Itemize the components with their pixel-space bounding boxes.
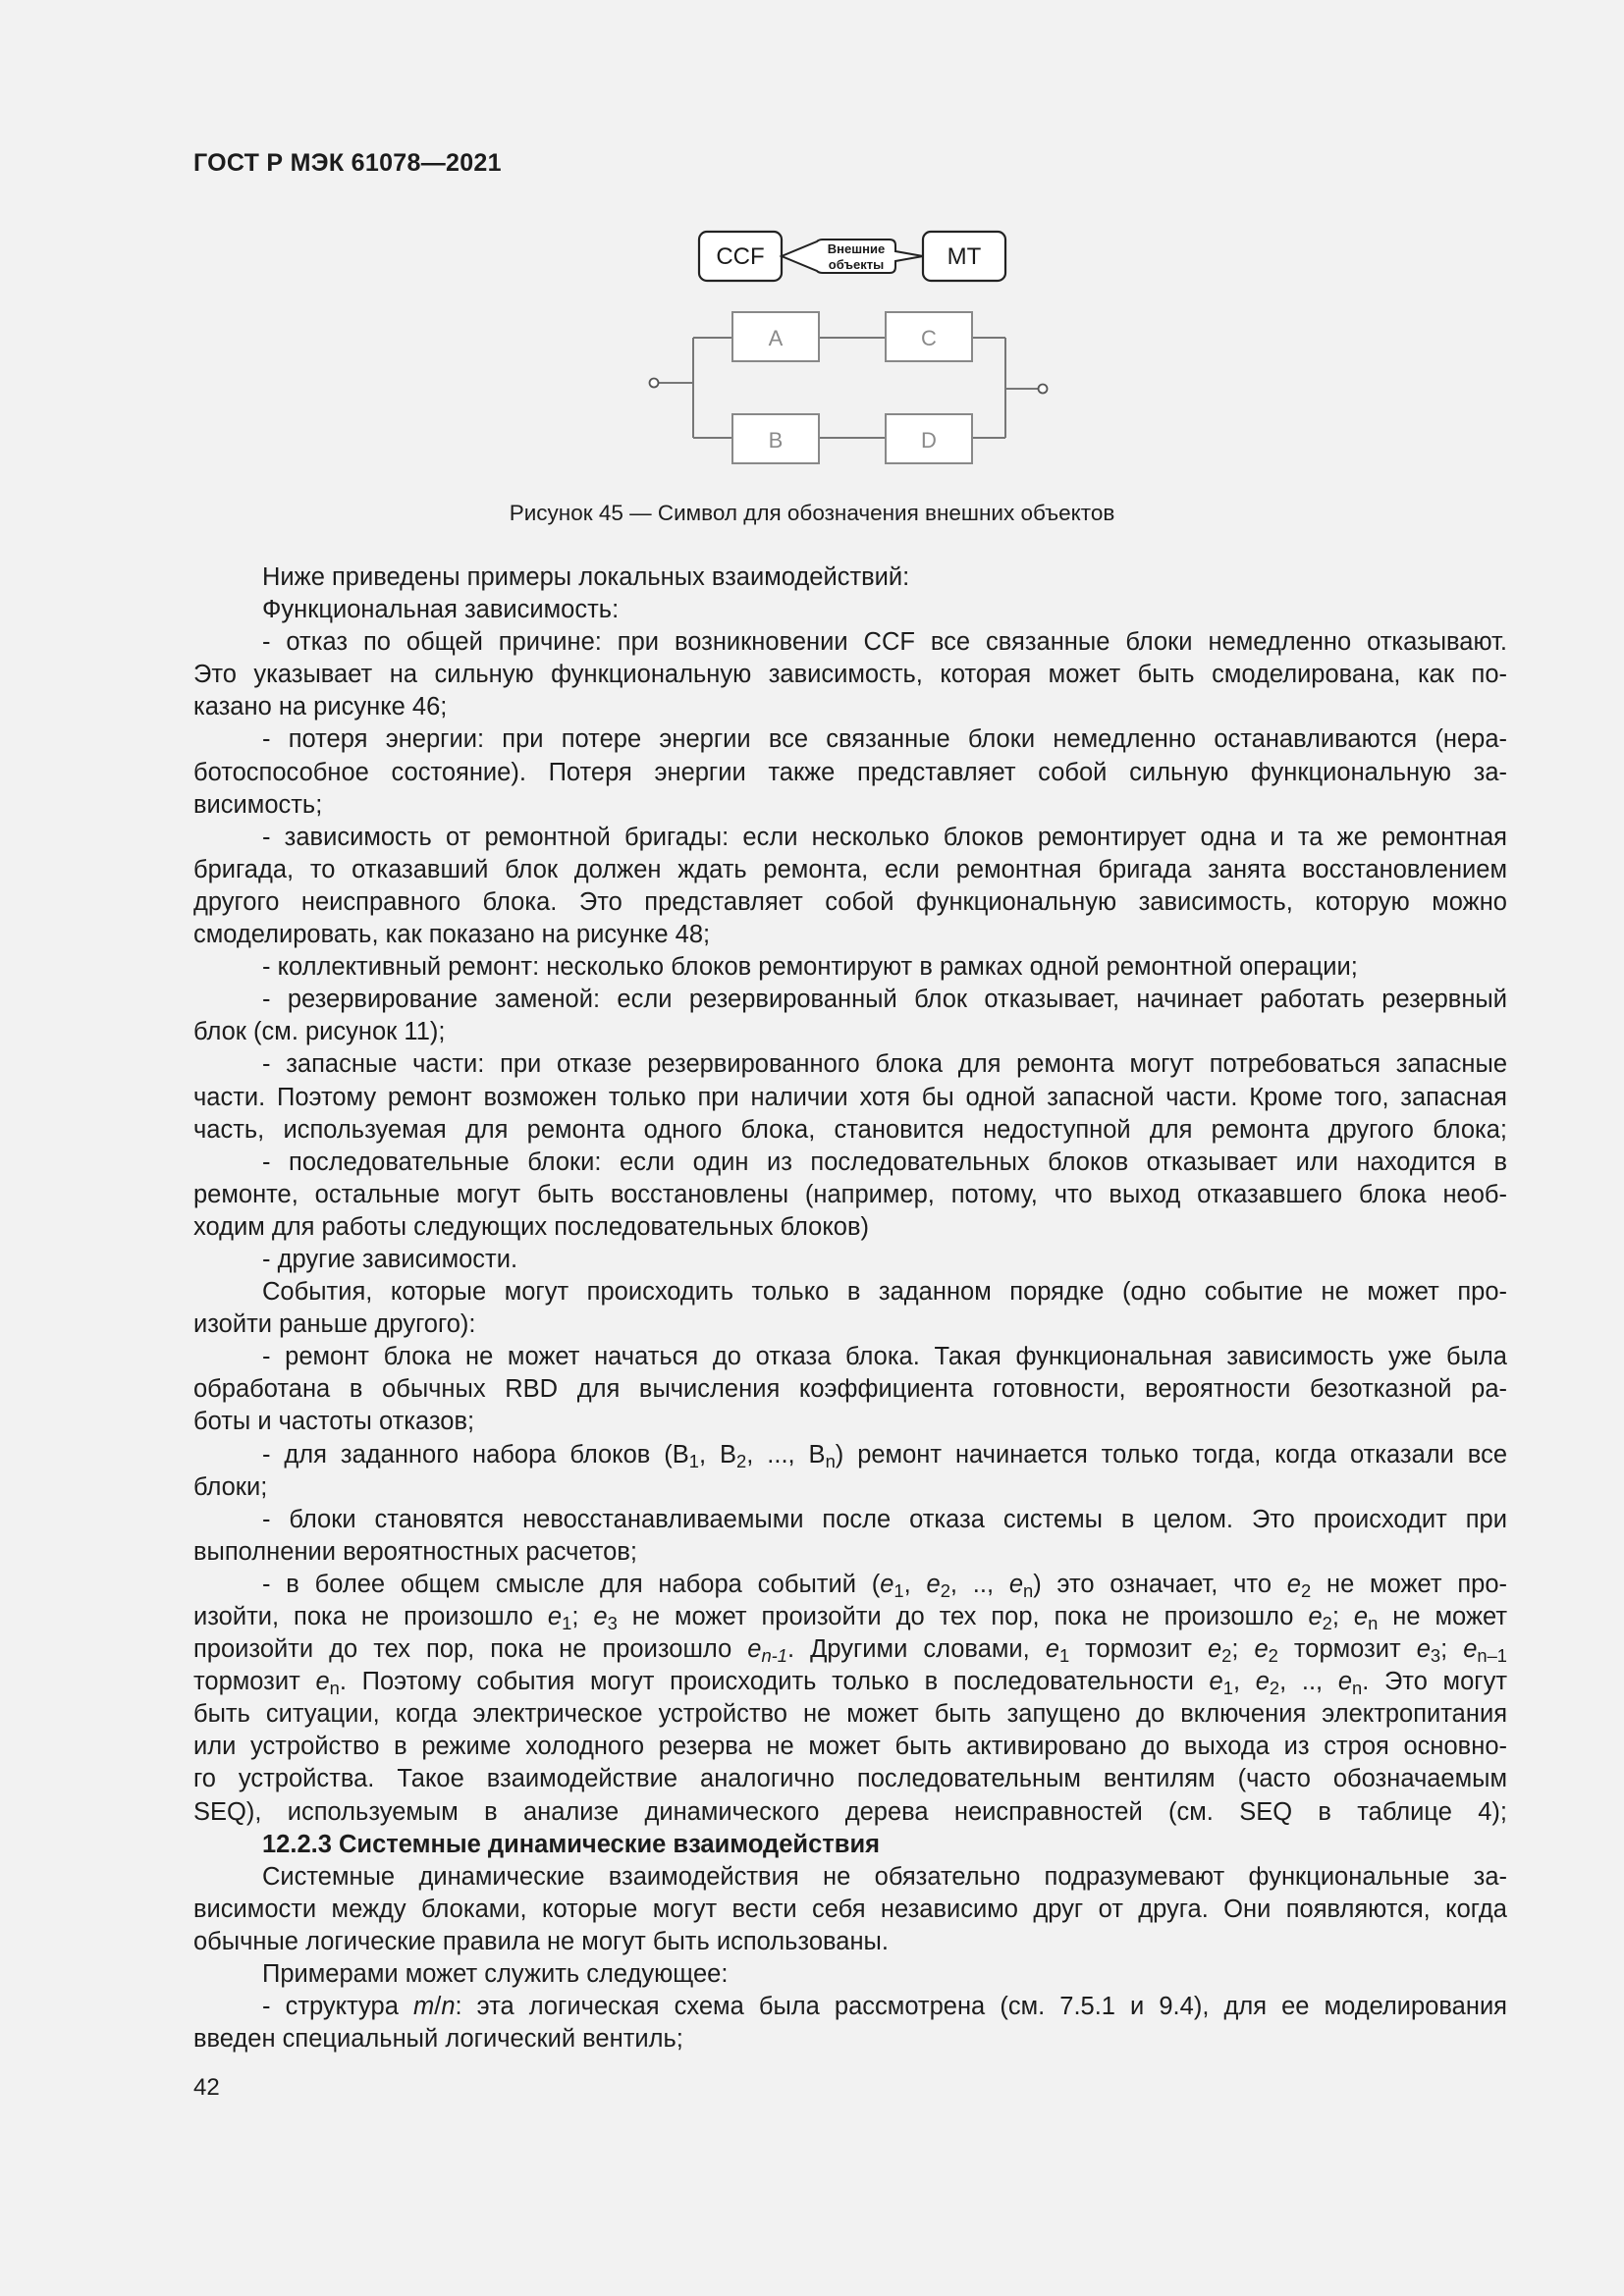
body-line: Это указывает на сильную функциональную зависимость, которая может быть смоделирована, как по- <box>193 661 1507 689</box>
body-line: выполнении вероятностных расчетов; <box>193 1537 637 1566</box>
external-objects-line1: Внешние <box>827 241 886 256</box>
body-line: SEQ), используемым в анализе динамического дерева неисправностей (см. SEQ в таблице 4); <box>193 1797 1507 1826</box>
body-line: блоки; <box>193 1472 268 1501</box>
body-line: Функциональная зависимость: <box>262 596 620 624</box>
block-d-label: D <box>921 428 937 453</box>
body-line: го устройства. Такое взаимодействие аналогично последовательным вентилям (часто обозначаемым <box>193 1765 1507 1793</box>
body-line: - коллективный ремонт: несколько блоков ремонтируют в рамках одной ремонтной операции; <box>262 953 1358 982</box>
body-line: обработана в обычных RBD для вычисления коэффициента готовности, вероятности безотказной ра- <box>193 1375 1507 1404</box>
rbd-connections <box>658 338 1039 438</box>
block-a-label: A <box>768 326 784 350</box>
body-line: части. Поэтому ремонт возможен только при наличии хотя бы одной запасной части. Кроме того, запасная <box>193 1083 1507 1111</box>
body-line: - блоки становятся невосстанавливаемыми после отказа системы в целом. Это происходит при <box>262 1505 1507 1533</box>
body-line: События, которые могут происходить только в заданном порядке (одно событие не может про- <box>262 1278 1507 1307</box>
body-line: бригада, то отказавший блок должен ждать ремонта, если ремонтная бригада занята восстановлением <box>193 855 1507 883</box>
body-line: - потеря энергии: при потере энергии все связанные блоки немедленно останавливаются (нера- <box>262 725 1507 754</box>
body-line: блок (см. рисунок 11); <box>193 1018 446 1046</box>
body-line: - другие зависимости. <box>262 1245 518 1273</box>
body-line: - запасные части: при отказе резервированного блока для ремонта могут потребоваться запасные <box>262 1050 1507 1079</box>
body-line: боты и частоты отказов; <box>193 1408 475 1436</box>
body-line: - ремонт блока не может начаться до отказа блока. Такая функциональная зависимость уже была <box>262 1343 1507 1371</box>
body-line: - для заданного набора блоков ($B_1$, $B_2$, ..., $B_n$) ремонт начинается только тогда, когда отказали все <box>262 1440 1507 1471</box>
figure-caption: Рисунок 45 — Символ для обозначения внешних объектов <box>509 501 1115 525</box>
body-line: Ниже приведены примеры локальных взаимодействий: <box>262 563 910 591</box>
body-line: - резервирование заменой: если резервированный блок отказывает, начинает работать резервный <box>262 986 1507 1014</box>
body-line: висимость; <box>193 790 323 819</box>
body-line: произойти до тех пор, пока не произошло $e_{n-1}$. Другими словами, $e_1$ тормозит $e_2$; $e_2$ тормозит $e_3$; $e_{n-1}$ <box>193 1635 1508 1667</box>
body-line: изойти раньше другого): <box>193 1310 476 1339</box>
body-line: - отказ по общей причине: при возникновении CCF все связанные блоки немедленно отказывают. <box>262 628 1507 657</box>
body-line: или устройство в режиме холодного резерва не может быть активировано до выхода из строя основно- <box>193 1733 1507 1761</box>
page-number: 42 <box>193 2074 220 2101</box>
body-line: смоделировать, как показано на рисунке 48; <box>193 921 711 949</box>
body-line: казано на рисунке 46; <box>193 693 448 721</box>
document-header: ГОСТ Р МЭК 61078—2021 <box>193 149 502 177</box>
body-line: обычные логические правила не могут быть использованы. <box>193 1927 889 1955</box>
block-c-label: C <box>921 326 937 350</box>
body-line: Системные динамические взаимодействия не обязательно подразумевают функциональные за- <box>262 1862 1507 1891</box>
mt-label: MT <box>947 243 982 270</box>
body-line: тормозит $e_n$. Поэтому события могут происходить только в последовательности $e_1$, $e_2$, .., $e_n$. Это могут <box>193 1668 1508 1699</box>
block-b-label: B <box>768 428 784 453</box>
body-line: - в более общем смысле для набора событий ($e_1$, $e_2$, .., $e_n$) это означает, что $e_2$ не может про- <box>262 1570 1507 1602</box>
body-line: ботоспособное состояние). Потеря энергии также представляет собой сильную функциональную за- <box>193 758 1507 786</box>
body-line: висимости между блоками, которые могут вести себя независимо друг от друга. Они появляются, когда <box>193 1895 1507 1923</box>
ccf-label: CCF <box>716 243 765 270</box>
body-line: - последовательные блоки: если один из последовательных блоков отказывает или находится в <box>262 1148 1507 1176</box>
body-line: введен специальный логический вентиль; <box>193 2025 683 2054</box>
figure-45-diagram <box>638 218 1070 483</box>
output-terminal <box>1039 385 1048 394</box>
body-line: другого неисправного блока. Это представляет собой функциональную зависимость, которую можно <box>193 887 1507 916</box>
external-objects-line2: объекты <box>828 257 885 272</box>
body-line: ремонте, остальные могут быть восстановлены (например, потому, что выход отказавшего блока необ- <box>193 1180 1507 1208</box>
body-line: - структура m/n: эта логическая схема была рассмотрена (см. 7.5.1 и 9.4), для ее моделирования <box>262 1993 1507 2021</box>
body-line: изойти, пока не произошло $e_1$; $e_3$ не может произойти до тех пор, пока не произошло $e_2$; $e_n$ не может <box>193 1603 1508 1634</box>
body-line: быть ситуации, когда электрическое устройство не может быть запущено до включения электропитания <box>193 1700 1507 1729</box>
body-line: ходим для работы следующих последовательных блоков) <box>193 1212 870 1241</box>
input-terminal <box>650 379 659 388</box>
section-heading: 12.2.3 Системные динамические взаимодействия <box>262 1830 881 1858</box>
body-text <box>193 561 1507 2056</box>
body-line: - зависимость от ремонтной бригады: если несколько блоков ремонтирует одна и та же ремонтная <box>262 823 1507 851</box>
body-line: часть, используемая для ремонта одного блока, становится недоступной для ремонта другого блока; <box>193 1115 1507 1144</box>
body-line: Примерами может служить следующее: <box>262 1960 729 1989</box>
